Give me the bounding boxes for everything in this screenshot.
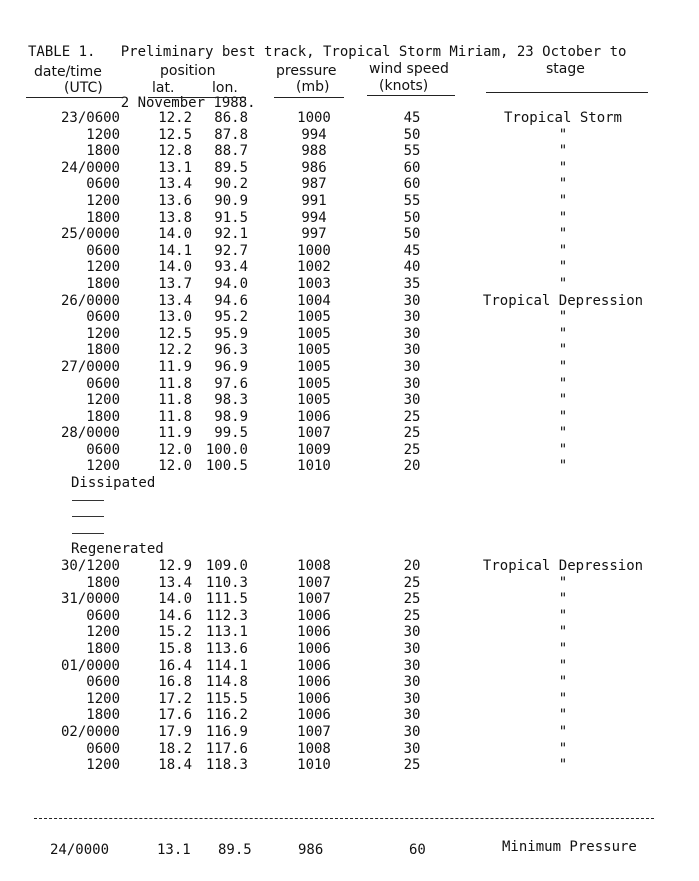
cell-stage: " bbox=[558, 325, 568, 342]
cell-lon: 100.0 bbox=[205, 441, 248, 458]
cell-wind: 30 bbox=[403, 392, 421, 409]
table-row bbox=[0, 425, 699, 442]
table-row bbox=[0, 293, 699, 310]
header-rule-datetime bbox=[26, 97, 122, 98]
cell-stage: " bbox=[558, 757, 568, 774]
cell-stage: " bbox=[558, 723, 568, 740]
cell-lat: 14.0 bbox=[158, 226, 192, 243]
cell-stage: " bbox=[558, 143, 568, 160]
gap-row bbox=[0, 525, 699, 542]
cell-datetime: 27/0000 bbox=[60, 358, 120, 375]
cell-lat: 17.2 bbox=[158, 690, 192, 707]
cell-stage: " bbox=[558, 591, 568, 608]
cell-datetime: 1800 bbox=[86, 574, 120, 591]
cell-datetime: 1200 bbox=[86, 624, 120, 641]
title-line-2: 2 November 1988. bbox=[28, 95, 256, 111]
header-rule-wind bbox=[367, 95, 455, 96]
cell-stage: " bbox=[558, 441, 568, 458]
table-row bbox=[0, 342, 699, 359]
cell-wind: 30 bbox=[403, 657, 421, 674]
header-lon: lon. bbox=[212, 80, 238, 96]
cell-stage: " bbox=[558, 275, 568, 292]
cell-wind: 30 bbox=[403, 375, 421, 392]
cell-datetime: 1200 bbox=[86, 757, 120, 774]
cell-datetime: 1800 bbox=[86, 707, 120, 724]
cell-stage: " bbox=[558, 126, 568, 143]
cell-lon: 111.5 bbox=[205, 591, 248, 608]
table-row bbox=[0, 409, 699, 426]
cell-datetime: 1200 bbox=[86, 458, 120, 475]
cell-pressure: 1007 bbox=[297, 425, 331, 442]
cell-lon: 93.4 bbox=[214, 259, 248, 276]
cell-lon: 96.9 bbox=[214, 358, 248, 375]
cell-lon: 91.5 bbox=[214, 209, 248, 226]
cell-datetime: 24/0000 bbox=[60, 159, 120, 176]
cell-lat: 12.5 bbox=[158, 126, 192, 143]
cell-pressure: 1006 bbox=[297, 641, 331, 657]
table-row bbox=[0, 558, 699, 575]
cell-datetime: 1800 bbox=[86, 408, 120, 425]
summary-lon: 89.5 bbox=[218, 842, 252, 858]
cell-lat: 13.7 bbox=[158, 275, 192, 292]
cell-pressure: 991 bbox=[301, 192, 327, 209]
cell-stage: Tropical Depression bbox=[482, 558, 644, 575]
cell-pressure: 1006 bbox=[297, 707, 331, 724]
cell-lon: 112.3 bbox=[205, 607, 248, 624]
table-row bbox=[0, 110, 699, 127]
cell-pressure: 1007 bbox=[297, 591, 331, 608]
cell-wind: 30 bbox=[403, 624, 421, 641]
cell-pressure: 1006 bbox=[297, 690, 331, 707]
summary-wind: 60 bbox=[409, 842, 426, 858]
dissipated-row bbox=[0, 475, 699, 492]
cell-lat: 12.5 bbox=[158, 325, 192, 342]
table-row bbox=[0, 143, 699, 160]
table-row bbox=[0, 442, 699, 459]
cell-stage: " bbox=[558, 176, 568, 193]
cell-wind: 40 bbox=[403, 259, 421, 276]
cell-lon: 96.3 bbox=[214, 342, 248, 359]
cell-lat: 15.2 bbox=[158, 624, 192, 641]
cell-lon: 114.1 bbox=[205, 657, 248, 674]
cell-wind: 25 bbox=[403, 441, 421, 458]
cell-wind: 30 bbox=[403, 292, 421, 309]
track-segment-2 bbox=[0, 558, 699, 774]
cell-datetime: 0600 bbox=[86, 674, 120, 691]
dash-mark bbox=[72, 508, 104, 524]
cell-pressure: 988 bbox=[301, 143, 327, 160]
cell-stage: " bbox=[558, 657, 568, 674]
table-row bbox=[0, 326, 699, 343]
cell-wind: 25 bbox=[403, 574, 421, 591]
cell-lon: 100.5 bbox=[205, 458, 248, 475]
cell-lat: 11.8 bbox=[158, 408, 192, 425]
cell-lat: 13.4 bbox=[158, 176, 192, 193]
cell-wind: 50 bbox=[403, 226, 421, 243]
cell-pressure: 1007 bbox=[297, 723, 331, 740]
cell-lon: 90.2 bbox=[214, 176, 248, 193]
cell-stage: " bbox=[558, 209, 568, 226]
cell-stage: " bbox=[558, 574, 568, 591]
cell-wind: 25 bbox=[403, 408, 421, 425]
cell-lon: 86.8 bbox=[214, 110, 248, 126]
table-row bbox=[0, 160, 699, 177]
title-line-1: TABLE 1. Preliminary best track, Tropical Storm Miriam, 23 October to bbox=[28, 44, 627, 60]
cell-lat: 16.8 bbox=[158, 674, 192, 691]
cell-lon: 113.6 bbox=[205, 641, 248, 657]
cell-pressure: 1006 bbox=[297, 624, 331, 641]
cell-datetime: 0600 bbox=[86, 309, 120, 326]
cell-datetime: 0600 bbox=[86, 176, 120, 193]
cell-stage: " bbox=[558, 159, 568, 176]
cell-lat: 12.0 bbox=[158, 441, 192, 458]
cell-lat: 11.9 bbox=[158, 358, 192, 375]
cell-wind: 20 bbox=[403, 458, 421, 475]
cell-wind: 55 bbox=[403, 192, 421, 209]
table-row bbox=[0, 243, 699, 260]
header-stage: stage bbox=[546, 61, 585, 77]
cell-wind: 30 bbox=[403, 342, 421, 359]
cell-lon: 97.6 bbox=[214, 375, 248, 392]
cell-wind: 30 bbox=[403, 641, 421, 657]
table-row bbox=[0, 226, 699, 243]
cell-stage: " bbox=[558, 707, 568, 724]
cell-datetime: 1200 bbox=[86, 126, 120, 143]
cell-stage: " bbox=[558, 425, 568, 442]
cell-datetime: 0600 bbox=[86, 607, 120, 624]
cell-pressure: 1005 bbox=[297, 342, 331, 359]
cell-lat: 11.9 bbox=[158, 425, 192, 442]
cell-wind: 25 bbox=[403, 591, 421, 608]
cell-lon: 88.7 bbox=[214, 143, 248, 160]
cell-wind: 50 bbox=[403, 126, 421, 143]
header-mb: (mb) bbox=[296, 79, 330, 95]
cell-lon: 94.0 bbox=[214, 275, 248, 292]
cell-wind: 50 bbox=[403, 209, 421, 226]
cell-pressure: 1003 bbox=[297, 275, 331, 292]
cell-pressure: 1004 bbox=[297, 292, 331, 309]
cell-stage: " bbox=[558, 641, 568, 657]
table-row bbox=[0, 575, 699, 592]
cell-pressure: 1007 bbox=[297, 574, 331, 591]
summary-row bbox=[0, 839, 699, 862]
cell-pressure: 1006 bbox=[297, 674, 331, 691]
table-row bbox=[0, 707, 699, 724]
cell-pressure: 1008 bbox=[297, 558, 331, 575]
cell-lon: 118.3 bbox=[205, 757, 248, 774]
cell-datetime: 1200 bbox=[86, 690, 120, 707]
cell-stage: " bbox=[558, 690, 568, 707]
summary-datetime: 24/0000 bbox=[50, 842, 110, 858]
cell-stage: " bbox=[558, 358, 568, 375]
cell-lat: 12.0 bbox=[158, 458, 192, 475]
cell-wind: 45 bbox=[403, 110, 421, 126]
table-row bbox=[0, 658, 699, 675]
cell-wind: 30 bbox=[403, 325, 421, 342]
cell-datetime: 23/0600 bbox=[60, 110, 120, 126]
summary-pressure: 986 bbox=[298, 842, 324, 858]
regenerated-label: Regenerated bbox=[71, 541, 164, 558]
table-row bbox=[0, 176, 699, 193]
table-row bbox=[0, 741, 699, 758]
cell-pressure: 1005 bbox=[297, 325, 331, 342]
cell-wind: 30 bbox=[403, 358, 421, 375]
table-row bbox=[0, 641, 699, 658]
cell-datetime: 02/0000 bbox=[60, 723, 120, 740]
header-rule-position bbox=[148, 97, 246, 98]
cell-lon: 95.9 bbox=[214, 325, 248, 342]
cell-lon: 117.6 bbox=[205, 740, 248, 757]
table-row bbox=[0, 276, 699, 293]
cell-lat: 15.8 bbox=[158, 641, 192, 657]
track-table bbox=[0, 110, 699, 774]
cell-stage: Tropical Depression bbox=[482, 292, 644, 309]
table-row bbox=[0, 674, 699, 691]
header-knots: (knots) bbox=[379, 78, 429, 94]
cell-pressure: 1000 bbox=[297, 242, 331, 259]
cell-datetime: 1200 bbox=[86, 392, 120, 409]
table-row bbox=[0, 608, 699, 625]
cell-lat: 13.4 bbox=[158, 574, 192, 591]
cell-wind: 30 bbox=[403, 707, 421, 724]
header-wind: wind speed bbox=[369, 61, 449, 77]
cell-wind: 30 bbox=[403, 690, 421, 707]
cell-lat: 17.6 bbox=[158, 707, 192, 724]
cell-stage: " bbox=[558, 242, 568, 259]
cell-wind: 60 bbox=[403, 159, 421, 176]
header-lat: lat. bbox=[152, 80, 175, 96]
cell-datetime: 1800 bbox=[86, 342, 120, 359]
cell-lon: 98.9 bbox=[214, 408, 248, 425]
cell-wind: 30 bbox=[403, 674, 421, 691]
cell-lon: 115.5 bbox=[205, 690, 248, 707]
cell-lat: 18.2 bbox=[158, 740, 192, 757]
table-row bbox=[0, 127, 699, 144]
cell-datetime: 28/0000 bbox=[60, 425, 120, 442]
header-datetime: date/time bbox=[34, 64, 102, 80]
cell-lon: 92.1 bbox=[214, 226, 248, 243]
cell-lat: 18.4 bbox=[158, 757, 192, 774]
table-row bbox=[0, 392, 699, 409]
cell-lat: 17.9 bbox=[158, 723, 192, 740]
cell-lat: 14.6 bbox=[158, 607, 192, 624]
cell-lon: 116.9 bbox=[205, 723, 248, 740]
table-row bbox=[0, 210, 699, 227]
dissipated-label: Dissipated bbox=[71, 475, 156, 492]
cell-stage: " bbox=[558, 342, 568, 359]
cell-wind: 30 bbox=[403, 740, 421, 757]
cell-lon: 92.7 bbox=[214, 242, 248, 259]
header-rule-pressure bbox=[274, 97, 344, 98]
cell-lon: 98.3 bbox=[214, 392, 248, 409]
cell-datetime: 1200 bbox=[86, 192, 120, 209]
cell-datetime: 0600 bbox=[86, 441, 120, 458]
table-row bbox=[0, 624, 699, 641]
cell-lat: 12.9 bbox=[158, 558, 192, 575]
cell-datetime: 01/0000 bbox=[60, 657, 120, 674]
cell-datetime: 30/1200 bbox=[60, 558, 120, 575]
cell-pressure: 1006 bbox=[297, 607, 331, 624]
track-segment-1 bbox=[0, 110, 699, 475]
cell-pressure: 987 bbox=[301, 176, 327, 193]
cell-pressure: 1005 bbox=[297, 375, 331, 392]
cell-lon: 110.3 bbox=[205, 574, 248, 591]
cell-stage: " bbox=[558, 740, 568, 757]
cell-lat: 14.1 bbox=[158, 242, 192, 259]
cell-pressure: 994 bbox=[301, 126, 327, 143]
cell-datetime: 1200 bbox=[86, 259, 120, 276]
gap-row bbox=[0, 508, 699, 525]
gap-row bbox=[0, 492, 699, 509]
cell-wind: 25 bbox=[403, 425, 421, 442]
cell-wind: 60 bbox=[403, 176, 421, 193]
regenerated-row bbox=[0, 541, 699, 558]
cell-wind: 55 bbox=[403, 143, 421, 160]
header-rule-stage bbox=[486, 92, 648, 93]
table-row bbox=[0, 376, 699, 393]
cell-lon: 95.2 bbox=[214, 309, 248, 326]
cell-lon: 116.2 bbox=[205, 707, 248, 724]
summary-stage: Minimum Pressure bbox=[502, 839, 637, 855]
cell-datetime: 1800 bbox=[86, 143, 120, 160]
cell-stage: " bbox=[558, 458, 568, 475]
dash-mark bbox=[72, 525, 104, 541]
cell-lat: 14.0 bbox=[158, 259, 192, 276]
cell-datetime: 0600 bbox=[86, 242, 120, 259]
table-row bbox=[0, 359, 699, 376]
cell-lat: 11.8 bbox=[158, 392, 192, 409]
cell-pressure: 1005 bbox=[297, 309, 331, 326]
table-row bbox=[0, 591, 699, 608]
cell-wind: 35 bbox=[403, 275, 421, 292]
cell-stage: " bbox=[558, 192, 568, 209]
cell-lat: 13.6 bbox=[158, 192, 192, 209]
cell-stage: " bbox=[558, 408, 568, 425]
cell-stage: " bbox=[558, 259, 568, 276]
cell-datetime: 0600 bbox=[86, 375, 120, 392]
cell-datetime: 31/0000 bbox=[60, 591, 120, 608]
cell-lat: 14.0 bbox=[158, 591, 192, 608]
cell-lat: 13.1 bbox=[158, 159, 192, 176]
cell-pressure: 1010 bbox=[297, 757, 331, 774]
cell-pressure: 1000 bbox=[297, 110, 331, 126]
cell-wind: 25 bbox=[403, 607, 421, 624]
cell-lat: 12.2 bbox=[158, 342, 192, 359]
table-row bbox=[0, 724, 699, 741]
cell-pressure: 1005 bbox=[297, 392, 331, 409]
cell-lat: 13.4 bbox=[158, 292, 192, 309]
cell-wind: 25 bbox=[403, 757, 421, 774]
cell-stage: " bbox=[558, 226, 568, 243]
cell-datetime: 1200 bbox=[86, 325, 120, 342]
header-position: position bbox=[160, 63, 216, 79]
table-row bbox=[0, 309, 699, 326]
cell-lat: 12.8 bbox=[158, 143, 192, 160]
cell-datetime: 25/0000 bbox=[60, 226, 120, 243]
cell-lon: 113.1 bbox=[205, 624, 248, 641]
cell-lat: 13.8 bbox=[158, 209, 192, 226]
cell-pressure: 997 bbox=[301, 226, 327, 243]
header-utc: (UTC) bbox=[64, 80, 103, 96]
cell-lon: 109.0 bbox=[205, 558, 248, 575]
cell-lat: 11.8 bbox=[158, 375, 192, 392]
cell-pressure: 1009 bbox=[297, 441, 331, 458]
table-row bbox=[0, 691, 699, 708]
table-row bbox=[0, 259, 699, 276]
cell-stage: Tropical Storm bbox=[503, 110, 622, 126]
cell-stage: " bbox=[558, 392, 568, 409]
cell-datetime: 0600 bbox=[86, 740, 120, 757]
cell-stage: " bbox=[558, 624, 568, 641]
cell-wind: 45 bbox=[403, 242, 421, 259]
cell-pressure: 1006 bbox=[297, 657, 331, 674]
table-row bbox=[0, 458, 699, 475]
cell-pressure: 994 bbox=[301, 209, 327, 226]
cell-datetime: 1800 bbox=[86, 275, 120, 292]
cell-pressure: 1002 bbox=[297, 259, 331, 276]
cell-stage: " bbox=[558, 674, 568, 691]
cell-wind: 30 bbox=[403, 723, 421, 740]
cell-lat: 12.2 bbox=[158, 110, 192, 126]
cell-pressure: 1008 bbox=[297, 740, 331, 757]
cell-lat: 13.0 bbox=[158, 309, 192, 326]
cell-lon: 99.5 bbox=[214, 425, 248, 442]
cell-stage: " bbox=[558, 375, 568, 392]
cell-lon: 87.8 bbox=[214, 126, 248, 143]
cell-stage: " bbox=[558, 607, 568, 624]
cell-lon: 94.6 bbox=[214, 292, 248, 309]
cell-wind: 30 bbox=[403, 309, 421, 326]
cell-lon: 89.5 bbox=[214, 159, 248, 176]
table-row bbox=[0, 193, 699, 210]
cell-pressure: 986 bbox=[301, 159, 327, 176]
cell-wind: 20 bbox=[403, 558, 421, 575]
cell-lon: 114.8 bbox=[205, 674, 248, 691]
cell-datetime: 1800 bbox=[86, 209, 120, 226]
table-row bbox=[0, 757, 699, 774]
header-pressure: pressure bbox=[276, 63, 337, 79]
cell-stage: " bbox=[558, 309, 568, 326]
cell-datetime: 1800 bbox=[86, 641, 120, 657]
cell-lon: 90.9 bbox=[214, 192, 248, 209]
cell-pressure: 1005 bbox=[297, 358, 331, 375]
cell-pressure: 1006 bbox=[297, 408, 331, 425]
footer-rule bbox=[34, 818, 654, 819]
cell-datetime: 26/0000 bbox=[60, 292, 120, 309]
dash-mark bbox=[72, 492, 104, 508]
cell-pressure: 1010 bbox=[297, 458, 331, 475]
cell-lat: 16.4 bbox=[158, 657, 192, 674]
summary-lat: 13.1 bbox=[157, 842, 191, 858]
